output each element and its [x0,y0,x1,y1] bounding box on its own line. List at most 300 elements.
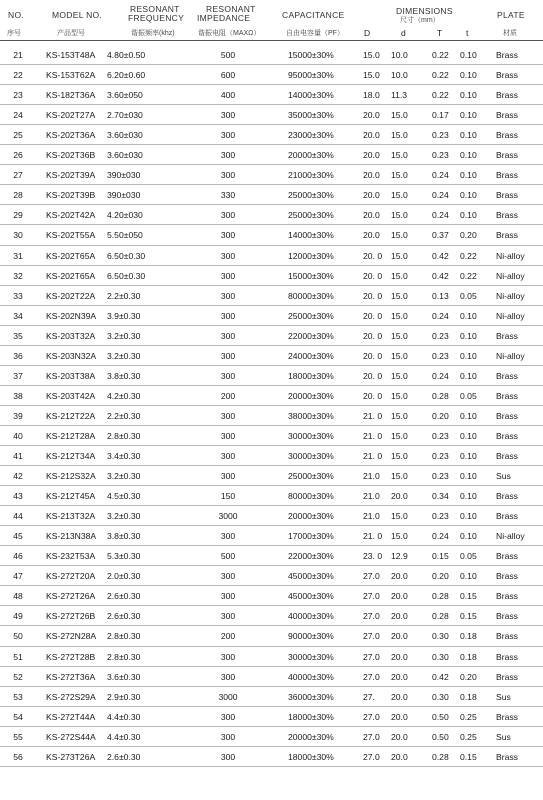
row-capacitance: 18000±30% [288,370,334,381]
row-dim-T: 0.24 [432,531,449,542]
row-dim-D: 27.0 [363,731,380,742]
row-dim-d: 15.0 [391,130,408,141]
row-model: KS-272S29A [46,691,96,702]
row-freq: 4.5±0.30 [107,491,141,502]
row-no: 40 [13,430,23,441]
row-dim-D: 27.0 [363,571,380,582]
row-model: KS-202N39A [46,310,97,321]
row-dim-d: 15.0 [391,410,408,421]
row-model: KS-232T53A [46,551,96,562]
row-freq: 390±030 [107,170,141,181]
row-capacitance: 23000±30% [288,130,334,141]
row-dim-D: 27. [363,691,375,702]
row-dim-d: 15.0 [391,290,408,301]
row-no: 51 [13,651,23,662]
row-dim-t: 0.05 [460,551,477,562]
row-plate: Ni-alloy [496,250,525,261]
row-impedance: 300 [220,210,236,221]
row-dim-d: 15.0 [391,230,408,241]
row-dim-D: 27.0 [363,651,380,662]
row-model: KS-153T48A [46,50,96,60]
row-dim-t: 0.10 [460,330,477,341]
row-dim-T: 0.23 [432,511,449,522]
row-dim-d: 15.0 [391,170,408,181]
row-capacitance: 45000±30% [288,591,334,602]
row-dim-d: 15.0 [391,471,408,482]
row-dim-T: 0.24 [432,310,449,321]
header-dim-d: d [401,28,406,38]
row-divider [0,766,543,767]
row-no: 33 [13,290,23,301]
header-plate: PLATE [497,10,525,20]
row-dim-t: 0.10 [460,90,477,101]
row-dim-D: 21. 0 [363,430,383,441]
row-dim-T: 0.22 [432,50,449,60]
row-no: 47 [13,571,23,582]
row-dim-D: 15.0 [363,70,380,81]
row-plate: Ni-alloy [496,350,525,361]
row-dim-T: 0.23 [432,330,449,341]
row-capacitance: 25000±30% [288,310,334,321]
row-dim-t: 0.10 [460,451,477,461]
row-dim-t: 0.10 [460,410,477,421]
row-capacitance: 25000±30% [288,190,334,201]
row-no: 48 [13,591,23,602]
row-impedance: 3000 [218,691,238,702]
row-impedance: 330 [220,190,236,201]
row-impedance: 300 [220,531,236,542]
row-dim-T: 0.22 [432,70,449,81]
row-plate: Brass [496,591,518,602]
row-freq: 6.50±0.30 [107,270,146,281]
row-dim-t: 0.20 [460,230,477,241]
row-dim-t: 0.10 [460,310,477,321]
row-dim-t: 0.18 [460,651,477,662]
row-no: 36 [13,350,23,361]
row-plate: Brass [496,370,518,381]
row-capacitance: 36000±30% [288,691,334,702]
row-capacitance: 45000±30% [288,571,334,582]
row-dim-t: 0.10 [460,110,477,121]
row-no: 32 [13,270,23,281]
row-capacitance: 80000±30% [288,290,334,301]
row-no: 24 [13,110,23,121]
row-dim-T: 0.28 [432,591,449,602]
row-capacitance: 25000±30% [288,210,334,221]
row-model: KS-272N28A [46,631,97,642]
row-plate: Ni-alloy [496,270,525,281]
row-impedance: 300 [220,731,236,742]
row-plate: Brass [496,70,518,81]
row-freq: 5.50±050 [107,230,143,241]
row-plate: Brass [496,751,518,762]
row-dim-D: 21. 0 [363,531,383,542]
row-model: KS-212S32A [46,471,96,482]
row-freq: 390±030 [107,190,141,201]
row-dim-D: 27.0 [363,611,380,622]
row-dim-t: 0.10 [460,471,477,482]
row-impedance: 300 [220,591,236,602]
row-dim-T: 0.13 [432,290,449,301]
row-dim-t: 0.18 [460,691,477,702]
row-capacitance: 18000±30% [288,751,334,762]
row-dim-d: 12.9 [391,551,408,562]
row-freq: 2.8±0.30 [107,430,141,441]
row-dim-D: 27.0 [363,591,380,602]
row-dim-D: 20.0 [363,210,380,221]
row-model: KS-182T36A [46,90,96,101]
row-dim-T: 0.42 [432,671,449,682]
row-dim-T: 0.22 [432,90,449,101]
row-dim-D: 20.0 [363,130,380,141]
row-impedance: 300 [220,170,236,181]
row-dim-T: 0.23 [432,130,449,141]
row-impedance: 300 [220,310,236,321]
row-plate: Sus [496,471,511,482]
row-impedance: 300 [220,330,236,341]
row-no: 39 [13,410,23,421]
row-plate: Brass [496,170,518,181]
row-plate: Brass [496,711,518,722]
row-plate: Brass [496,451,518,461]
row-impedance: 300 [220,751,236,762]
row-impedance: 600 [220,70,236,81]
row-dim-D: 27.0 [363,711,380,722]
row-dim-d: 20.0 [391,631,408,642]
row-capacitance: 21000±30% [288,170,334,181]
row-dim-T: 0.42 [432,270,449,281]
row-impedance: 150 [220,491,236,502]
row-dim-T: 0.24 [432,170,449,181]
row-model: KS-272S44A [46,731,96,742]
row-model: KS-272T28B [46,651,96,662]
row-capacitance: 12000±30% [288,250,334,261]
row-capacitance: 18000±30% [288,711,334,722]
row-freq: 2.6±0.30 [107,611,141,622]
row-no: 25 [13,130,23,141]
row-dim-T: 0.50 [432,711,449,722]
row-freq: 3.2±0.30 [107,350,141,361]
row-dim-T: 0.42 [432,250,449,261]
row-model: KS-272T36A [46,671,96,682]
row-dim-d: 10.0 [391,70,408,81]
row-no: 41 [13,451,23,461]
row-dim-D: 27.0 [363,671,380,682]
row-model: KS-212T22A [46,410,96,421]
row-dim-d: 20.0 [391,691,408,702]
row-dim-t: 0.10 [460,150,477,161]
row-dim-d: 20.0 [391,571,408,582]
row-dim-D: 20.0 [363,150,380,161]
row-model: KS-202T22A [46,290,96,301]
row-dim-T: 0.24 [432,190,449,201]
row-model: KS-202T55A [46,230,96,241]
row-dim-d: 15.0 [391,330,408,341]
row-impedance: 300 [220,110,236,121]
header-rule [0,40,543,41]
row-dim-t: 0.10 [460,511,477,522]
row-plate: Brass [496,430,518,441]
row-dim-d: 20.0 [391,651,408,662]
row-impedance: 300 [220,430,236,441]
row-model: KS-212T45A [46,491,96,502]
row-freq: 3.4±0.30 [107,451,141,461]
row-dim-T: 0.23 [432,150,449,161]
header-no: NO. [8,10,25,20]
row-impedance: 300 [220,230,236,241]
row-dim-t: 0.22 [460,270,477,281]
row-model: KS-272T20A [46,571,96,582]
row-dim-d: 15.0 [391,310,408,321]
row-plate: Brass [496,190,518,201]
row-freq: 3.60±030 [107,150,143,161]
row-model: KS-203N32A [46,350,97,361]
row-model: KS-202T42A [46,210,96,221]
row-dim-D: 20. 0 [363,250,383,261]
row-plate: Brass [496,210,518,221]
row-plate: Ni-alloy [496,290,525,301]
header-plate-cn: 材质 [503,30,517,37]
row-dim-d: 15.0 [391,451,408,461]
row-dim-T: 0.24 [432,210,449,221]
row-model: KS-203T38A [46,370,96,381]
row-dim-T: 0.28 [432,751,449,762]
row-dim-d: 15.0 [391,210,408,221]
row-dim-T: 0.50 [432,731,449,742]
row-no: 26 [13,150,23,161]
row-dim-d: 15.0 [391,390,408,401]
row-model: KS-203T42A [46,390,96,401]
row-capacitance: 22000±30% [288,551,334,562]
row-plate: Brass [496,410,518,421]
row-freq: 2.9±0.30 [107,691,141,702]
row-no: 29 [13,210,23,221]
row-freq: 2.70±030 [107,110,143,121]
row-impedance: 300 [220,270,236,281]
row-no: 54 [13,711,23,722]
row-dim-T: 0.20 [432,571,449,582]
row-no: 50 [13,631,23,642]
row-freq: 6.20±0.60 [107,70,146,81]
row-dim-t: 0.10 [460,531,477,542]
row-impedance: 300 [220,130,236,141]
row-capacitance: 17000±30% [288,531,334,542]
row-freq: 4.4±0.30 [107,731,141,742]
row-dim-T: 0.34 [432,491,449,502]
row-plate: Brass [496,90,518,101]
row-freq: 3.6±0.30 [107,671,141,682]
row-impedance: 300 [220,410,236,421]
row-model: KS-273T26A [46,751,96,762]
header-dim-t: t [466,28,469,38]
row-dim-T: 0.30 [432,651,449,662]
row-freq: 2.0±0.30 [107,571,141,582]
header-freq-line2: FREQUENCY [128,13,185,23]
row-dim-t: 0.10 [460,571,477,582]
row-dim-t: 0.10 [460,370,477,381]
row-dim-D: 20. 0 [363,330,383,341]
row-impedance: 300 [220,290,236,301]
row-impedance: 200 [220,390,236,401]
row-dim-d: 15.0 [391,350,408,361]
row-plate: Brass [496,330,518,341]
row-dim-t: 0.15 [460,591,477,602]
row-freq: 2.2±0.30 [107,290,141,301]
row-dim-D: 15.0 [363,50,380,60]
row-dim-d: 20.0 [391,751,408,762]
row-dim-T: 0.15 [432,551,449,562]
row-dim-T: 0.28 [432,611,449,622]
row-freq: 3.2±0.30 [107,471,141,482]
row-dim-t: 0.05 [460,390,477,401]
row-plate: Sus [496,691,511,702]
row-capacitance: 14000±30% [288,90,334,101]
row-model: KS-202T65A [46,270,96,281]
row-impedance: 300 [220,150,236,161]
row-plate: Brass [496,511,518,522]
header-imp-line2: IMPEDANCE [197,13,251,23]
row-dim-T: 0.30 [432,691,449,702]
row-dim-d: 20.0 [391,671,408,682]
row-dim-T: 0.17 [432,110,449,121]
header-imp-cn: 谐振电阻（MAXΩ） [198,30,261,37]
row-freq: 4.2±0.30 [107,390,141,401]
row-dim-D: 27.0 [363,751,380,762]
row-capacitance: 30000±30% [288,651,334,662]
row-no: 53 [13,691,23,702]
row-freq: 3.8±0.30 [107,531,141,542]
row-dim-T: 0.23 [432,350,449,361]
row-impedance: 300 [220,370,236,381]
row-capacitance: 20000±30% [288,731,334,742]
row-capacitance: 40000±30% [288,611,334,622]
row-dim-t: 0.10 [460,491,477,502]
row-capacitance: 20000±30% [288,150,334,161]
header-no-cn: 序号 [7,30,21,37]
row-dim-d: 20.0 [391,591,408,602]
row-no: 27 [13,170,23,181]
row-dim-d: 20.0 [391,611,408,622]
header-cap: CAPACITANCE [282,10,345,20]
row-dim-D: 20. 0 [363,290,383,301]
row-freq: 3.2±0.30 [107,330,141,341]
row-dim-T: 0.30 [432,631,449,642]
row-freq: 3.60±050 [107,90,143,101]
row-plate: Brass [496,230,518,241]
row-capacitance: 15000±30% [288,270,334,281]
row-dim-d: 15.0 [391,531,408,542]
row-plate: Brass [496,150,518,161]
row-dim-t: 0.10 [460,350,477,361]
row-dim-t: 0.05 [460,290,477,301]
row-model: KS-153T62A [46,70,96,81]
row-dim-d: 15.0 [391,150,408,161]
row-freq: 6.50±0.30 [107,250,146,261]
row-dim-t: 0.25 [460,731,477,742]
row-dim-d: 15.0 [391,511,408,522]
header-dim-cn: 尺寸（mm） [400,17,440,24]
row-dim-t: 0.10 [460,210,477,221]
row-dim-D: 20.0 [363,190,380,201]
row-model: KS-212T34A [46,451,96,461]
row-capacitance: 95000±30% [288,70,334,81]
row-no: 44 [13,511,23,522]
row-capacitance: 25000±30% [288,471,334,482]
row-dim-D: 18.0 [363,90,380,101]
row-impedance: 300 [220,671,236,682]
row-model: KS-202T27A [46,110,96,121]
row-dim-D: 20. 0 [363,390,383,401]
row-no: 55 [13,731,23,742]
row-dim-t: 0.25 [460,711,477,722]
row-model: KS-202T39B [46,190,96,201]
row-model: KS-202T65A [46,250,96,261]
row-dim-d: 20.0 [391,711,408,722]
row-freq: 4.4±0.30 [107,711,141,722]
row-freq: 2.6±0.30 [107,751,141,762]
row-plate: Brass [496,651,518,662]
row-plate: Ni-alloy [496,310,525,321]
row-no: 38 [13,390,23,401]
row-dim-t: 0.15 [460,751,477,762]
row-no: 56 [13,751,23,762]
header-imp-line1: RESONANT [206,4,256,14]
row-freq: 3.9±0.30 [107,310,141,321]
row-dim-d: 20.0 [391,491,408,502]
row-model: KS-213T32A [46,511,96,522]
row-freq: 3.60±030 [107,130,143,141]
row-dim-d: 10.0 [391,50,408,60]
row-dim-D: 20.0 [363,170,380,181]
row-impedance: 300 [220,611,236,622]
row-no: 31 [13,250,23,261]
row-dim-D: 20.0 [363,230,380,241]
row-freq: 3.2±0.30 [107,511,141,522]
row-dim-D: 23. 0 [363,551,383,562]
row-plate: Brass [496,130,518,141]
row-dim-d: 15.0 [391,370,408,381]
row-dim-D: 27.0 [363,631,380,642]
row-no: 42 [13,471,23,482]
row-capacitance: 20000±30% [288,511,334,522]
header-freq-cn: 谐振频率(khz) [131,30,175,37]
row-impedance: 300 [220,711,236,722]
row-plate: Sus [496,731,511,742]
header-freq-line1: RESONANT [130,4,180,14]
row-impedance: 300 [220,250,236,261]
row-dim-T: 0.37 [432,230,449,241]
row-no: 30 [13,230,23,241]
row-model: KS-202T36B [46,150,96,161]
row-dim-t: 0.10 [460,190,477,201]
row-impedance: 500 [220,50,236,60]
row-impedance: 300 [220,571,236,582]
row-dim-T: 0.20 [432,410,449,421]
header-model: MODEL NO. [52,10,103,20]
row-plate: Brass [496,110,518,121]
row-capacitance: 90000±30% [288,631,334,642]
row-no: 22 [13,70,23,81]
row-dim-t: 0.20 [460,671,477,682]
row-dim-D: 21.0 [363,511,380,522]
row-capacitance: 20000±30% [288,390,334,401]
row-dim-T: 0.23 [432,451,449,461]
row-no: 35 [13,330,23,341]
row-no: 37 [13,370,23,381]
row-dim-t: 0.10 [460,50,477,60]
row-dim-D: 21.0 [363,471,380,482]
row-plate: Brass [496,551,518,562]
